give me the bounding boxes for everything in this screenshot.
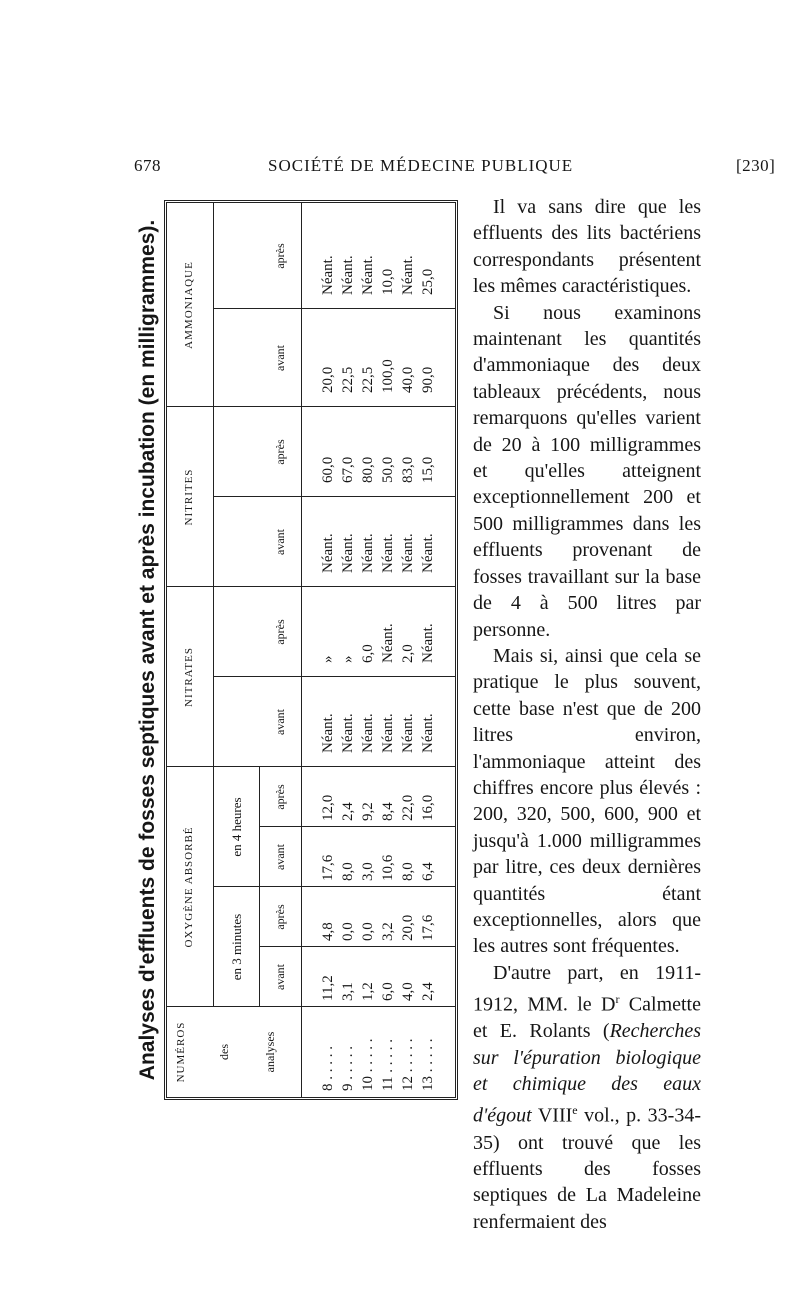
paragraph-4: [473, 960, 701, 1235]
table-cell-ox4-av: 8,0: [400, 862, 416, 881]
table-cell-nitri-av: Néant.: [420, 533, 436, 573]
body-text: [473, 194, 701, 1235]
table-cell-nitra-av: Néant.: [340, 713, 356, 753]
table-cell-amm-av: 90,0: [420, 366, 436, 393]
header-avant: avant: [273, 844, 287, 870]
table-cell-num: 11 . . . . .: [380, 1039, 396, 1091]
table-cell-ox3-ap: 0,0: [340, 922, 356, 941]
table-cell-nitra-av: Néant.: [360, 713, 376, 753]
header-ammoniaque: AMMONIAQUE: [183, 261, 195, 349]
table-cell-amm-ap: Néant.: [320, 255, 336, 295]
p4-part-b: Calmette et E. Rolants (: [473, 993, 701, 1043]
table-cell-nitri-ap: 60,0: [320, 456, 336, 483]
table-cell-amm-ap: 10,0: [380, 268, 396, 295]
header-avant: avant: [273, 709, 287, 735]
p4-sup-e: e: [572, 1103, 578, 1118]
table-cell-num: 13 . . . . .: [420, 1038, 436, 1091]
paragraph-1: Il va sans dire que les effluents des lits bactériens correspondants présentent les mêmes caractéristiques.: [473, 196, 701, 298]
table-cell-num: 10 . . . . .: [360, 1038, 376, 1091]
table-cell-amm-av: 22,5: [360, 366, 376, 393]
table-cell-ox3-ap: 17,6: [420, 914, 436, 941]
table-cell-amm-av: 100,0: [380, 359, 396, 393]
table-cell-nitri-av: Néant.: [320, 533, 336, 573]
table-cell-nitra-ap: 2,0: [400, 644, 416, 663]
rule-under-sub: [259, 767, 260, 1007]
header-nitrates: NITRATES: [183, 647, 195, 707]
table-cell-amm-ap: 25,0: [420, 268, 436, 295]
table-cell-nitra-av: Néant.: [380, 713, 396, 753]
header-des: des: [217, 1044, 231, 1060]
header-apres: après: [273, 619, 287, 645]
table-cell-nitri-av: Néant.: [360, 533, 376, 573]
p4-part-d: vol., p. 33-34-35) ont trouvé que les effluents des fosses septiques de La Madeleine renfermaient des: [473, 1105, 701, 1233]
table-cell-nitri-ap: 15,0: [420, 456, 436, 483]
table-cell-ox3-av: 11,2: [320, 975, 336, 1001]
header-numeros: NUMÉROS: [175, 1021, 187, 1083]
header-apres: après: [273, 784, 287, 810]
running-title: SOCIÉTÉ DE MÉDECINE PUBLIQUE: [268, 156, 574, 175]
table-cell-nitri-av: Néant.: [380, 533, 396, 573]
p4-sup-r: r: [615, 992, 620, 1007]
table-cell-ox3-ap: 3,2: [380, 922, 396, 941]
table-cell-nitra-ap: Néant.: [380, 623, 396, 663]
table-cell-nitra-av: Néant.: [420, 713, 436, 753]
header-analyses: analyses: [263, 1031, 277, 1073]
table-cell-nitri-ap: 50,0: [380, 456, 396, 483]
table-cell-nitri-av: Néant.: [340, 533, 356, 573]
table-cell-ox3-av: 4,0: [400, 982, 416, 1001]
table-caption: Analyses d'effluents de fosses septiques avant et après incubation (en milligrammes).: [136, 219, 159, 1081]
table-cell-amm-ap: Néant.: [340, 255, 356, 295]
p4-citation-title: Recherches sur l'épuration biologique et chimique des eaux d'égout: [473, 1020, 701, 1128]
table-cell-ox3-av: 2,4: [420, 982, 436, 1001]
table-cell-ox4-av: 6,4: [420, 862, 436, 881]
rule-header-bottom: [301, 203, 302, 1097]
paragraph-3: Mais si, ainsi que cela se pratique le plus souvent, cette base n'est que de 200 litres environ, l'ammoniaque atteint des chiffres encore plus élevés : 200, 320, 500, 600, 900 et jusqu'à 1.000 milligrammes par litre, ces deux dernières quantités étant exceptionnelles, alors que les autres sont fréquentes.: [473, 644, 701, 958]
table-cell-nitra-av: Néant.: [400, 713, 416, 753]
p4-part-c: VIII: [531, 1105, 573, 1128]
table-cell-amm-av: 40,0: [400, 366, 416, 393]
rotated-table-block: [132, 200, 462, 1100]
table-cell-ox3-av: 6,0: [380, 982, 396, 1001]
table-cell-amm-av: 20,0: [320, 366, 336, 393]
table-cell-ox4-ap: 16,0: [420, 794, 436, 821]
table-cell-ox3-ap: 4,8: [320, 922, 336, 941]
table-cell-ox4-ap: 12,0: [320, 794, 336, 821]
table-cell-ox4-av: 17,6: [320, 854, 336, 881]
table-cell-ox4-av: 10,6: [380, 854, 396, 881]
table-cell-nitra-av: Néant.: [320, 713, 336, 753]
header-apres: après: [273, 904, 287, 930]
header-4-heures: en 4 heures: [229, 797, 244, 857]
table-cell-nitra-ap: Néant.: [420, 623, 436, 663]
header-avant: avant: [273, 529, 287, 555]
page-number: 678: [134, 156, 161, 175]
table-cell-amm-ap: Néant.: [360, 255, 376, 295]
table-cell-ox3-ap: 20,0: [400, 914, 416, 941]
table-cell-nitri-ap: 80,0: [360, 456, 376, 483]
table-cell-nitri-av: Néant.: [400, 533, 416, 573]
table-cell-nitra-ap: 6,0: [360, 644, 376, 663]
paragraph-2: Si nous examinons maintenant les quantités d'ammoniaque des deux tableaux précédents, nous remarquons qu'elles varient de 20 à 100 milligrammes et qu'elles atteignent exceptionnellement 200 et 500 milligrammes dans les effluents provenant de fosses travaillant sur la base de 4 à 500 litres par personne.: [473, 301, 701, 641]
table-cell-ox4-ap: 8,4: [380, 802, 396, 821]
table-cell-ox3-av: 1,2: [360, 982, 376, 1001]
header-oxygene: OXYGÈNE ABSORBÉ: [183, 826, 195, 948]
header-apres: après: [273, 439, 287, 465]
table-cell-ox4-ap: 22,0: [400, 794, 416, 821]
header-avant: avant: [273, 345, 287, 371]
header-apres: après: [273, 243, 287, 269]
table-cell-ox4-av: 8,0: [340, 862, 356, 881]
table-cell-ox3-ap: 0,0: [360, 922, 376, 941]
table-cell-nitra-ap: »: [320, 655, 336, 663]
header-avant: avant: [273, 964, 287, 990]
table-cell-nitra-ap: »: [340, 655, 356, 663]
p4-part-a: D'autre part, en 1911-1912, MM. le D: [473, 961, 701, 1016]
table-cell-ox4-ap: 9,2: [360, 802, 376, 821]
table-cell-nitri-ap: 83,0: [400, 456, 416, 483]
analysis-table: [164, 200, 458, 1100]
table-cell-amm-av: 22,5: [340, 366, 356, 393]
table-cell-num: 9 . . . . .: [340, 1046, 356, 1091]
table-cell-num: 8 . . . . .: [320, 1046, 336, 1091]
header-3-minutes: en 3 minutes: [229, 913, 244, 981]
table-cell-nitri-ap: 67,0: [340, 456, 356, 483]
table-cell-ox3-av: 3,1: [340, 982, 356, 1001]
table-cell-amm-ap: Néant.: [400, 255, 416, 295]
header-nitrites: NITRITES: [183, 468, 195, 526]
table-cell-num: 12 . . . . .: [400, 1038, 416, 1091]
section-number: [230]: [736, 156, 776, 175]
table-cell-ox4-av: 3,0: [360, 862, 376, 881]
table-cell-ox4-ap: 2,4: [340, 802, 356, 821]
